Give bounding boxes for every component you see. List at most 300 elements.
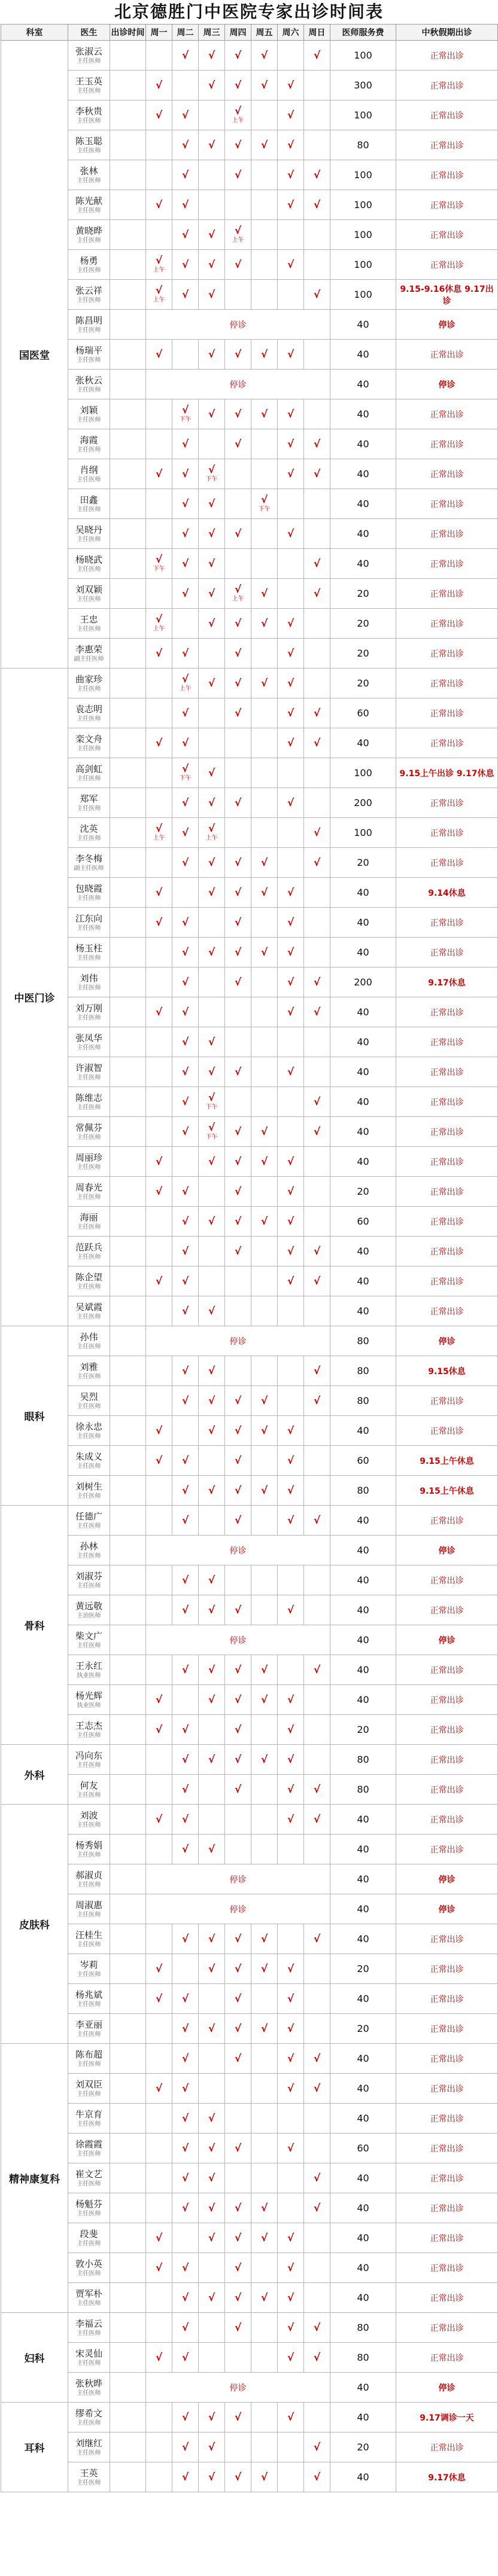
check-mark: √ — [234, 1424, 242, 1437]
day-cell — [172, 698, 199, 728]
day-cell — [251, 340, 278, 370]
fee-cell: 40 — [330, 1655, 396, 1685]
holiday-note-cell: 正常出诊 — [396, 2163, 498, 2193]
day-cell — [199, 1087, 225, 1117]
time-cell — [110, 1625, 146, 1655]
day-cell — [278, 549, 304, 579]
time-cell — [110, 549, 146, 579]
check-mark: √ — [260, 946, 268, 959]
fee-cell: 300 — [330, 71, 396, 100]
day-cell — [278, 429, 304, 459]
doctor-title: 主任医师 — [77, 326, 101, 334]
doctor-cell — [68, 1147, 110, 1177]
check-mark: √ — [234, 1962, 242, 1975]
fee-cell: 40 — [330, 1147, 396, 1177]
day-cell — [225, 997, 251, 1027]
day-cell — [304, 1655, 330, 1685]
day-cell — [225, 100, 251, 130]
day-cell — [172, 1685, 199, 1715]
check-mark: √ — [208, 1091, 215, 1104]
fee-cell: 100 — [330, 190, 396, 220]
check-mark: √ — [313, 707, 321, 719]
holiday-note-cell: 正常出诊 — [396, 1147, 498, 1177]
session-label: 上午 — [205, 834, 218, 841]
day-cell — [278, 1805, 304, 1835]
holiday-note-cell: 停诊 — [396, 1326, 498, 1356]
fee-cell: 40 — [330, 938, 396, 967]
check-mark: √ — [181, 1992, 189, 2005]
check-mark: √ — [260, 587, 268, 600]
time-cell — [110, 1416, 146, 1446]
check-mark: √ — [260, 2291, 268, 2304]
table-row — [1, 609, 498, 639]
department-cell: 皮肤科 — [1, 1805, 68, 2044]
doctor-cell — [68, 100, 110, 130]
fee-cell: 40 — [330, 340, 396, 370]
day-cell — [172, 609, 199, 639]
check-mark: √ — [260, 408, 268, 420]
day-cell — [251, 1117, 278, 1147]
check-mark: √ — [287, 468, 294, 480]
holiday-note-cell: 正常出诊 — [396, 788, 498, 818]
check-mark: √ — [260, 1424, 268, 1437]
doctor-name: 缪希文 — [75, 2407, 102, 2419]
day-cell — [278, 1655, 304, 1685]
holiday-note-cell: 正常出诊 — [396, 1805, 498, 1835]
time-cell — [110, 2014, 146, 2044]
day-cell — [199, 788, 225, 818]
check-mark: √ — [234, 1992, 242, 2005]
time-cell — [110, 1356, 146, 1386]
fee-cell: 80 — [330, 1476, 396, 1506]
day-cell — [251, 579, 278, 609]
check-mark: √ — [260, 1693, 268, 1706]
day-cell — [251, 788, 278, 818]
doctor-name: 常佩芬 — [75, 1122, 102, 1133]
fee-cell: 40 — [330, 1685, 396, 1715]
check-mark: √ — [287, 169, 294, 181]
doctor-title: 主任医师 — [77, 1194, 101, 1201]
time-cell — [110, 1745, 146, 1775]
holiday-note-cell: 9.17休息 — [396, 967, 498, 997]
day-cell — [172, 1745, 199, 1775]
day-cell — [172, 459, 199, 489]
day-cell — [199, 1147, 225, 1177]
table-row — [1, 1117, 498, 1147]
day-cell — [146, 2074, 172, 2104]
day-cell — [304, 1565, 330, 1595]
holiday-note-cell: 正常出诊 — [396, 340, 498, 370]
doctor-cell — [68, 2134, 110, 2163]
doctor-cell — [68, 519, 110, 549]
doctor-title: 主任医师 — [77, 984, 101, 991]
check-mark: √ — [313, 1514, 321, 1527]
time-cell — [110, 250, 146, 280]
day-cell — [304, 1296, 330, 1326]
day-cell — [304, 2014, 330, 2044]
table-row — [1, 1745, 498, 1775]
doctor-cell — [68, 2462, 110, 2492]
doctor-title: 主任医师 — [77, 1104, 101, 1111]
holiday-note-cell: 正常出诊 — [396, 459, 498, 489]
check-mark: √ — [208, 856, 215, 869]
doctor-title: 主任医师 — [77, 386, 101, 393]
day-cell — [172, 967, 199, 997]
fee-cell: 40 — [330, 429, 396, 459]
check-mark: √ — [155, 1006, 163, 1018]
table-row — [1, 1924, 498, 1954]
fee-cell: 20 — [330, 609, 396, 639]
day-cell — [225, 818, 251, 848]
day-cell — [146, 1595, 172, 1625]
check-mark: √ — [313, 1365, 321, 1377]
day-cell — [199, 1356, 225, 1386]
table-row — [1, 1984, 498, 2014]
check-mark: √ — [155, 1454, 163, 1467]
check-mark: √ — [287, 707, 294, 719]
table-row — [1, 1655, 498, 1685]
fee-cell: 40 — [330, 1565, 396, 1595]
day-cell — [304, 1835, 330, 1864]
doctor-name: 郑军 — [80, 793, 98, 804]
day-cell — [172, 2462, 199, 2492]
table-row — [1, 2014, 498, 2044]
holiday-note-cell: 正常出诊 — [396, 399, 498, 429]
check-mark: √ — [208, 677, 215, 689]
check-mark: √ — [260, 2232, 268, 2244]
holiday-note-cell: 停诊 — [396, 310, 498, 340]
day-cell — [172, 818, 199, 848]
doctor-cell — [68, 1326, 110, 1356]
day-cell — [225, 220, 251, 250]
holiday-note-cell: 正常出诊 — [396, 1266, 498, 1296]
day-cell — [172, 429, 199, 459]
day-cell — [225, 549, 251, 579]
doctor-title: 主任医师 — [77, 297, 101, 304]
time-cell — [110, 1536, 146, 1565]
table-row — [1, 997, 498, 1027]
time-cell — [110, 2462, 146, 2492]
day-cell — [225, 2074, 251, 2104]
day-cell — [278, 579, 304, 609]
fee-cell: 100 — [330, 280, 396, 310]
table-row — [1, 549, 498, 579]
day-cell — [278, 1207, 304, 1237]
doctor-name: 张秋云 — [75, 374, 102, 386]
day-cell — [278, 2044, 304, 2074]
day-cell — [199, 609, 225, 639]
holiday-note-cell: 正常出诊 — [396, 1027, 498, 1057]
day-cell — [225, 519, 251, 549]
doctor-title: 主任医师 — [77, 1253, 101, 1260]
day-cell — [304, 2253, 330, 2283]
day-cell — [278, 2253, 304, 2283]
doctor-cell — [68, 609, 110, 639]
check-mark: √ — [260, 677, 268, 689]
day-cell — [278, 698, 304, 728]
holiday-note-cell: 正常出诊 — [396, 1595, 498, 1625]
check-mark: √ — [155, 886, 163, 899]
check-mark: √ — [313, 1783, 321, 1796]
fee-cell: 80 — [330, 2313, 396, 2343]
time-cell — [110, 220, 146, 250]
day-cell — [199, 2104, 225, 2134]
day-cell — [146, 788, 172, 818]
table-row — [1, 1536, 498, 1565]
day-cell — [251, 71, 278, 100]
day-cell — [199, 2014, 225, 2044]
day-cell — [146, 1117, 172, 1147]
day-cell — [199, 1655, 225, 1685]
check-mark: √ — [208, 822, 215, 835]
fee-cell: 40 — [330, 399, 396, 429]
department-cell: 外科 — [1, 1745, 68, 1805]
doctor-title: 主任医师 — [77, 416, 101, 423]
day-cell — [225, 160, 251, 190]
day-cell — [251, 1446, 278, 1476]
doctor-name: 杨晓武 — [75, 554, 102, 565]
day-cell — [304, 549, 330, 579]
check-mark: √ — [181, 2172, 189, 2184]
doctor-name: 刘树生 — [75, 1481, 102, 1492]
fee-cell: 40 — [330, 1027, 396, 1057]
table-row — [1, 1446, 498, 1476]
day-cell — [251, 399, 278, 429]
check-mark: √ — [234, 886, 242, 899]
header-day: 周四 — [225, 25, 251, 41]
day-cell — [225, 1356, 251, 1386]
doctor-title: 主任医师 — [77, 1343, 101, 1350]
holiday-note-cell: 9.15-9.16休息 9.17出诊 — [396, 280, 498, 310]
day-cell — [225, 2134, 251, 2163]
holiday-note-cell: 正常出诊 — [396, 818, 498, 848]
check-mark: √ — [234, 916, 242, 929]
day-cell — [278, 1057, 304, 1087]
day-cell — [251, 1087, 278, 1117]
doctor-cell — [68, 71, 110, 100]
check-mark: √ — [234, 169, 242, 181]
schedule-stop-cell — [146, 1625, 330, 1655]
holiday-note-cell: 正常出诊 — [396, 1655, 498, 1685]
day-cell — [146, 2432, 172, 2462]
check-mark: √ — [234, 2321, 242, 2334]
table-row — [1, 788, 498, 818]
check-mark: √ — [208, 1962, 215, 1975]
doctor-title: 主任医师 — [77, 954, 101, 962]
day-cell — [172, 997, 199, 1027]
time-cell — [110, 818, 146, 848]
day-cell — [278, 1147, 304, 1177]
day-cell — [278, 1565, 304, 1595]
holiday-note-cell: 正常出诊 — [396, 41, 498, 71]
day-cell — [172, 1924, 199, 1954]
day-cell — [146, 1745, 172, 1775]
holiday-note-cell: 停诊 — [396, 1625, 498, 1655]
holiday-note-cell: 正常出诊 — [396, 848, 498, 878]
check-mark: √ — [181, 199, 189, 211]
fee-cell: 40 — [330, 2462, 396, 2492]
fee-cell: 40 — [330, 2283, 396, 2313]
day-cell — [251, 669, 278, 698]
day-cell — [146, 1924, 172, 1954]
doctor-cell — [68, 728, 110, 758]
day-cell — [251, 878, 278, 908]
day-cell — [172, 41, 199, 71]
day-cell — [251, 2074, 278, 2104]
day-cell — [251, 698, 278, 728]
day-cell — [251, 1595, 278, 1625]
check-mark: √ — [208, 1365, 215, 1377]
department-cell: 国医堂 — [1, 41, 68, 669]
day-cell — [199, 399, 225, 429]
time-cell — [110, 160, 146, 190]
table-row — [1, 340, 498, 370]
day-cell — [225, 728, 251, 758]
day-cell — [225, 489, 251, 519]
check-mark: √ — [181, 2022, 189, 2035]
time-cell — [110, 489, 146, 519]
check-mark: √ — [208, 2232, 215, 2244]
check-mark: √ — [208, 2291, 215, 2304]
table-row — [1, 2193, 498, 2223]
check-mark: √ — [234, 1155, 242, 1168]
day-cell — [172, 2044, 199, 2074]
doctor-cell — [68, 938, 110, 967]
day-cell — [225, 2163, 251, 2193]
holiday-note-cell: 正常出诊 — [396, 1506, 498, 1536]
check-mark: √ — [181, 2441, 189, 2453]
day-cell — [304, 2104, 330, 2134]
check-mark: √ — [287, 258, 294, 271]
day-cell — [304, 579, 330, 609]
day-cell — [278, 250, 304, 280]
check-mark: √ — [313, 288, 321, 301]
check-mark: √ — [181, 1245, 189, 1258]
day-cell — [172, 399, 199, 429]
holiday-note-cell: 正常出诊 — [396, 2313, 498, 2343]
day-cell — [304, 2343, 330, 2373]
doctor-name: 周淑惠 — [75, 1899, 102, 1910]
check-mark: √ — [287, 1006, 294, 1018]
day-cell — [172, 519, 199, 549]
holiday-note-cell: 正常出诊 — [396, 1087, 498, 1117]
doctor-cell — [68, 1057, 110, 1087]
check-mark: √ — [181, 1574, 189, 1586]
doctor-cell — [68, 2104, 110, 2134]
day-cell — [225, 967, 251, 997]
session-label: 上午 — [232, 595, 244, 602]
check-mark: √ — [155, 348, 163, 361]
check-mark: √ — [208, 2441, 215, 2453]
check-mark: √ — [208, 1066, 215, 1078]
day-cell — [225, 1296, 251, 1326]
doctor-name: 李惠荣 — [75, 643, 102, 655]
day-cell — [199, 1835, 225, 1864]
header-doctor: 医生 — [68, 25, 110, 41]
doctor-title: 执业医师 — [77, 1672, 101, 1679]
doctor-name: 岑莉 — [80, 1959, 98, 1970]
check-mark: √ — [234, 647, 242, 660]
check-mark: √ — [155, 1813, 163, 1826]
day-cell — [172, 549, 199, 579]
table-row — [1, 1326, 498, 1356]
check-mark: √ — [155, 553, 163, 566]
day-cell — [304, 1954, 330, 1984]
check-mark: √ — [287, 1454, 294, 1467]
fee-cell: 80 — [330, 1326, 396, 1356]
day-cell — [199, 698, 225, 728]
doctor-cell — [68, 1745, 110, 1775]
header-row — [1, 25, 498, 41]
day-cell — [304, 788, 330, 818]
doctor-cell — [68, 190, 110, 220]
day-cell — [278, 728, 304, 758]
day-cell — [278, 2134, 304, 2163]
day-cell — [278, 848, 304, 878]
day-cell — [251, 2104, 278, 2134]
day-cell — [304, 908, 330, 938]
day-cell — [251, 1565, 278, 1595]
day-cell — [251, 1745, 278, 1775]
time-cell — [110, 459, 146, 489]
doctor-cell — [68, 698, 110, 728]
day-cell — [172, 2403, 199, 2432]
day-cell — [251, 519, 278, 549]
check-mark: √ — [287, 79, 294, 91]
check-mark: √ — [208, 796, 215, 809]
check-mark: √ — [181, 438, 189, 450]
check-mark: √ — [155, 1723, 163, 1736]
fee-cell: 20 — [330, 2014, 396, 2044]
check-mark: √ — [155, 2261, 163, 2274]
check-mark: √ — [234, 1484, 242, 1497]
fee-cell: 40 — [330, 1536, 396, 1565]
check-mark: √ — [260, 79, 268, 91]
doctor-cell — [68, 1894, 110, 1924]
check-mark: √ — [181, 1036, 189, 1048]
doctor-title: 主任医师 — [77, 446, 101, 453]
check-mark: √ — [234, 224, 242, 237]
day-cell — [278, 878, 304, 908]
day-cell — [251, 1655, 278, 1685]
table-row — [1, 2253, 498, 2283]
doctor-cell — [68, 1655, 110, 1685]
doctor-name: 徐霞霞 — [75, 2138, 102, 2150]
day-cell — [146, 2134, 172, 2163]
check-mark: √ — [234, 677, 242, 689]
check-mark: √ — [287, 1066, 294, 1078]
doctor-cell — [68, 1386, 110, 1416]
table-row — [1, 669, 498, 698]
day-cell — [251, 1476, 278, 1506]
day-cell — [172, 190, 199, 220]
check-mark: √ — [234, 79, 242, 91]
check-mark: √ — [287, 109, 294, 121]
table-row — [1, 2283, 498, 2313]
doctor-title: 主任医师 — [77, 2210, 101, 2217]
day-cell — [278, 908, 304, 938]
day-cell — [304, 2462, 330, 2492]
fee-cell: 40 — [330, 1805, 396, 1835]
check-mark: √ — [260, 1125, 268, 1138]
doctor-cell — [68, 878, 110, 908]
holiday-note-cell: 正常出诊 — [396, 2134, 498, 2163]
check-mark: √ — [181, 1095, 189, 1108]
doctor-title: 主任医师 — [77, 715, 101, 722]
doctor-cell — [68, 1835, 110, 1864]
holiday-note-cell: 正常出诊 — [396, 190, 498, 220]
check-mark: √ — [155, 1992, 163, 2005]
